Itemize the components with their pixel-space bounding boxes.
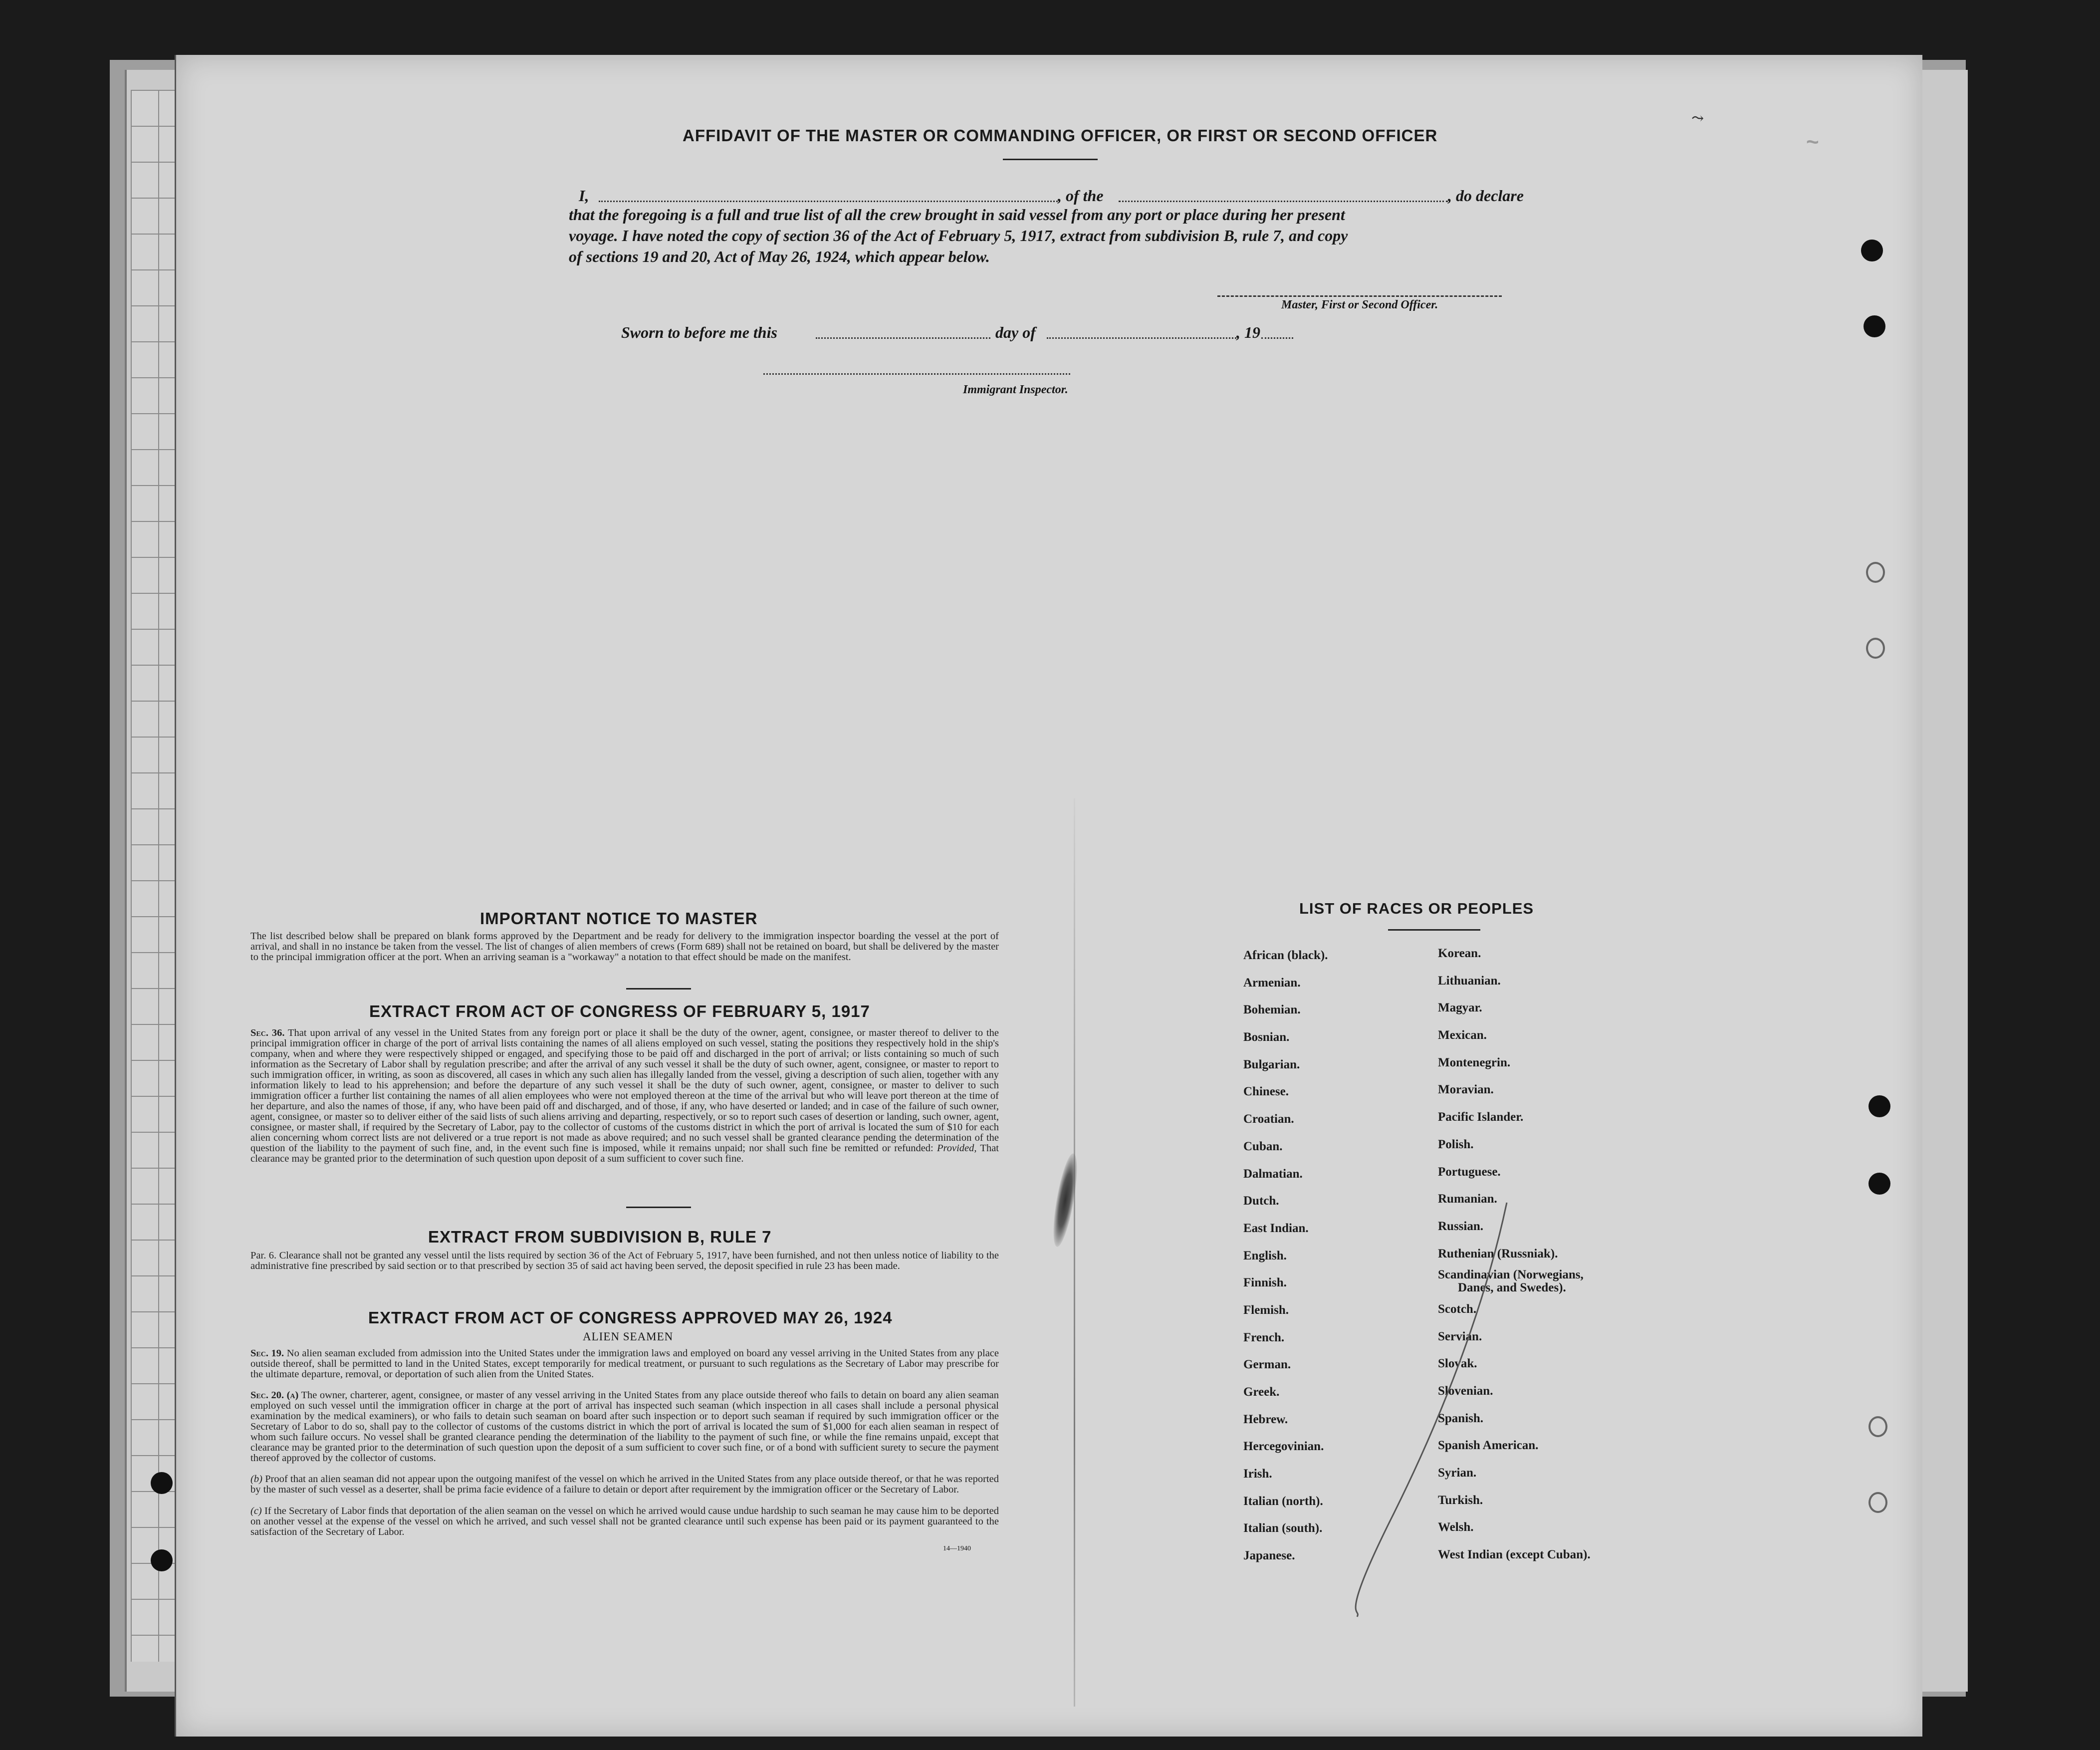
races-title-underline — [1388, 929, 1480, 931]
bleed-through-mark: ~ — [1806, 130, 1821, 154]
race-item: Pacific Islander. — [1438, 1110, 1524, 1124]
page-fold — [1074, 798, 1075, 1707]
section-divider — [626, 1207, 691, 1208]
subdivision-b-title: EXTRACT FROM SUBDIVISION B, RULE 7 — [428, 1228, 772, 1246]
affidavit-line-1: that the foregoing is a full and true list of all the crew brought in said vessel from any port or place during her present — [569, 206, 1345, 224]
section-20b-label: (b) — [250, 1474, 262, 1485]
punch-hole-ring-icon — [1866, 638, 1885, 659]
section-36-body: That upon arrival of any vessel in the United States from any foreign port or place it shall be the duty of the owner, agent, consignee, or master thereof to deliver to the principal immigration officer in charge of the port of arrival lists containing the names of all aliens employed on such vessel, stating the positions they respectively hold in the ship's company, when and where they were respectively shipped or engaged, and specifying those to be paid off and discharged in the port of arrival; or lists containing so much of such information as the Secretary of Labor shall by regulation prescribe; and after the arrival of any such vessel it shall be the duty of such owner, agent, consignee, or master to report to such immigration officer, in writing, as soon as discovered, all cases in which any such alien has illegally landed from the vessel, giving a description of such alien, together with any information likely to lead to his apprehension; and before the departure of any such vessel it shall be the duty of such owner, agent, consignee, or master to deliver to such immigration officer a further list containing the names of all alien employees who were not employed thereon at the time of the arrival but who will leave port thereon at the time of her departure, and also the names of those, if any, who have been paid off and discharged, and of those, if any, who have deserted or landed; and in case of the failure of such owner, agent, consignee, or master so to deliver either of the said lists of such aliens arriving and departing, respectively, or so to report such cases of desertion or landing, such owner, agent, consignee, or master shall, if required by the Secretary of Labor, pay to the collector of customs of the customs district in which the port of arrival is located the sum of $10 for each alien concerning whom correct lists are not delivered or a true report is not made as above required; and no such vessel shall be granted clearance pending the determination of the question of the liability to the payment of such fine, and, in the event such fine is imposed, while it remains unpaid; nor shall such fine be remitted or refunded: — [250, 1027, 999, 1154]
race-item: Russian. — [1438, 1219, 1484, 1233]
race-item: Polish. — [1438, 1137, 1474, 1151]
affidavit-title: AFFIDAVIT OF THE MASTER OR COMMANDING OFFICER, OR FIRST OR SECOND OFFICER — [683, 126, 1438, 145]
form-number: 14—1940 — [943, 1545, 971, 1552]
subdivision-b-text: Par. 6. Clearance shall not be granted any vessel until the lists required by section 36 of the Act of February 5, 1917, have been furnished, and not then unless notice of liability to the administrative fine prescribed by said section or to that prescribed by section 35 of said act having been served, the deposit specified in rule 23 has been made. — [250, 1250, 999, 1271]
race-item: Moravian. — [1438, 1083, 1494, 1097]
notice-text: The list described below shall be prepared on blank forms approved by the Department and be ready for delivery to the immigration inspector boarding the vessel at the port of arrival, and shall in no instance be taken from the vessel. The list of changes of alien members of crews (Form 689) shall not be retained on board, but shall be delivered by the master to the principal immigration officer at the port. When an arriving seaman is a "workaway" a notation to that effect should be made on the manifest. — [250, 931, 999, 963]
race-item-continuation: Danes, and Swedes). — [1458, 1281, 1566, 1295]
vessel-name-field[interactable] — [1119, 201, 1448, 202]
section-19-text — [250, 1348, 999, 1380]
race-item: Irish. — [1243, 1467, 1272, 1481]
race-item: West Indian (except Cuban). — [1438, 1548, 1591, 1562]
punch-hole-icon — [1861, 240, 1883, 261]
race-item: Cuban. — [1243, 1139, 1283, 1153]
do-declare-label: , do declare — [1448, 187, 1524, 205]
race-item: Italian (north). — [1243, 1494, 1323, 1508]
pencil-stroke-mark — [1347, 1198, 1527, 1622]
races-title: LIST OF RACES OR PEOPLES — [1299, 900, 1534, 917]
sworn-month-field[interactable] — [1047, 337, 1236, 339]
section-19-label: Sec. 19. — [250, 1348, 284, 1359]
year-label: , 19 — [1236, 323, 1260, 341]
title-underline — [1003, 159, 1098, 160]
race-item: Greek. — [1243, 1385, 1280, 1399]
of-the-label: , of the — [1058, 187, 1104, 205]
section-36-label: Sec. 36. — [250, 1027, 285, 1038]
punch-hole-icon — [1864, 315, 1885, 337]
inspector-signature-line[interactable] — [763, 373, 1070, 375]
race-item: Japanese. — [1243, 1549, 1295, 1563]
race-item: Armenian. — [1243, 976, 1301, 990]
race-item: Scotch. — [1438, 1302, 1477, 1316]
race-item: African (black). — [1243, 949, 1328, 962]
master-signature-line[interactable] — [1217, 295, 1502, 297]
extract-1924-title: EXTRACT FROM ACT OF CONGRESS APPROVED MAY 26, 1924 — [368, 1308, 893, 1327]
master-name-field[interactable] — [599, 201, 1058, 202]
punch-hole-icon — [1868, 1173, 1890, 1195]
race-item: Bohemian. — [1243, 1003, 1301, 1017]
section-20a-body: The owner, charterer, agent, consignee, or master of any vessel arriving in the United States from any place outside thereof who fails to detain on board any alien seaman employed on such vessel until the immigration officer in charge at the port of arrival has inspected such seaman (which inspection in all cases shall include a personal physical examination by the medical examiners), or who fails to detain such seaman on board after such inspection or to deport such seaman if required by such immigration officer or the Secretary of Labor to do so, shall pay to the collector of customs of the customs district in which the port of arrival is located the sum of $1,000 for each alien seaman in respect of whom such failure occurs. No vessel shall be granted clearance pending the determination of the liability to the payment of such fine, or while the fine remains unpaid, except that clearance may be granted prior to the determination of such question upon the deposit of a sum sufficient to cover such fine, or of a bond with sufficient surety to secure the payment thereof approved by the collector of customs. — [250, 1390, 999, 1464]
race-item: Korean. — [1438, 947, 1481, 960]
race-item: English. — [1243, 1249, 1287, 1262]
provided-body: That clearance may be granted prior to the determination of such question upon deposit of a sum sufficient to cover such fine. — [250, 1143, 999, 1164]
sworn-label: Sworn to before me this — [621, 323, 777, 341]
race-item: Magyar. — [1438, 1001, 1482, 1015]
sworn-day-field[interactable] — [816, 337, 990, 339]
inspector-caption: Immigrant Inspector. — [963, 383, 1068, 396]
race-item: East Indian. — [1243, 1221, 1309, 1235]
race-item: Bosnian. — [1243, 1030, 1290, 1044]
race-item: Hebrew. — [1243, 1412, 1288, 1426]
race-item: Lithuanian. — [1438, 974, 1501, 988]
race-item: Italian (south). — [1243, 1521, 1323, 1535]
races-left-column — [1243, 942, 1328, 1570]
affidavit-i-label: I, — [579, 187, 589, 205]
race-item: Chinese. — [1243, 1085, 1289, 1099]
race-item: German. — [1243, 1358, 1291, 1372]
race-item: Syrian. — [1438, 1466, 1477, 1480]
punch-hole-icon — [1868, 1095, 1890, 1117]
punch-hole-icon — [151, 1549, 173, 1571]
section-20b-body: Proof that an alien seaman did not appear upon the outgoing manifest of the vessel on which he arrived in the United States from any place outside thereof, or that he was reported by the master of such vessel as a deserter, shall be prima facie evidence of a failure to detain or deport after requirement by the immigration officer or the Secretary of Labor. — [250, 1474, 999, 1495]
race-item: Bulgarian. — [1243, 1057, 1300, 1071]
day-of-label: day of — [995, 323, 1036, 341]
section-20a-text — [250, 1390, 999, 1464]
master-signature-caption: Master, First or Second Officer. — [1281, 298, 1438, 311]
punch-hole-ring-icon — [1868, 1492, 1887, 1513]
race-item: Croatian. — [1243, 1112, 1294, 1126]
provided-label: Provided, — [937, 1143, 977, 1154]
race-item: Welsh. — [1438, 1520, 1474, 1534]
punch-hole-ring-icon — [1866, 562, 1885, 583]
section-divider — [626, 988, 691, 990]
race-item: Portuguese. — [1438, 1165, 1501, 1179]
race-item: Ruthenian (Russniak). — [1438, 1247, 1558, 1260]
race-item: Slovenian. — [1438, 1384, 1493, 1398]
section-20c-label: (c) — [250, 1505, 262, 1516]
race-item-line: Scandinavian (Norwegians, — [1438, 1268, 1584, 1282]
race-item: Servian. — [1438, 1329, 1482, 1343]
race-item: Dalmatian. — [1243, 1167, 1303, 1181]
race-item: Flemish. — [1243, 1303, 1289, 1317]
extract-1917-title: EXTRACT FROM ACT OF CONGRESS OF FEBRUARY 5, 1917 — [369, 1002, 870, 1020]
section-20b-text — [250, 1474, 999, 1495]
race-item: Finnish. — [1243, 1276, 1287, 1290]
punch-hole-icon — [151, 1472, 173, 1494]
section-20c-body: If the Secretary of Labor finds that deportation of the alien seaman on the vessel on which he arrived would cause undue hardship to such seaman he may cause him to be deported on another vessel at the expense of the vessel on which he arrived, and such vessel shall not be granted clearance until such expense has been paid or its payment guaranteed to the satisfaction of the Secretary of Labor. — [250, 1505, 999, 1537]
race-item: Montenegrin. — [1438, 1055, 1511, 1069]
race-item: French. — [1243, 1330, 1285, 1344]
section-20c-text — [250, 1506, 999, 1537]
extract-1917-text — [250, 1028, 999, 1164]
section-19-body: No alien seaman excluded from admission into the United States under the immigration laws and employed on board any vessel arriving in the United States from any place outside thereof, shall be permitted to land in the United States, except temporarily for medical treatment, or pursuant to such regulations as the Secretary of Labor may prescribe for the ultimate departure, removal, or deportation of such alien from the United States. — [250, 1348, 999, 1380]
race-item: Rumanian. — [1438, 1192, 1497, 1206]
sworn-year-field[interactable] — [1261, 337, 1293, 339]
race-item: Spanish American. — [1438, 1439, 1539, 1453]
race-item: Spanish. — [1438, 1411, 1484, 1425]
notice-title: IMPORTANT NOTICE TO MASTER — [480, 909, 758, 928]
race-item: Turkish. — [1438, 1493, 1483, 1507]
affidavit-line-2: voyage. I have noted the copy of section 36 of the Act of February 5, 1917, extract from subdivision B, rule 7, and copy — [569, 227, 1348, 245]
race-item: Slovak. — [1438, 1357, 1477, 1371]
race-item: Dutch. — [1243, 1194, 1279, 1208]
alien-seamen-subtitle: ALIEN SEAMEN — [583, 1330, 674, 1343]
affidavit-line-3: of sections 19 and 20, Act of May 26, 1924, which appear below. — [569, 248, 990, 265]
section-20a-label: Sec. 20. (a) — [250, 1390, 299, 1401]
pen-scribble-mark: ⤳ — [1691, 110, 1704, 127]
race-item: Mexican. — [1438, 1028, 1487, 1042]
race-item: Hercegovinian. — [1243, 1440, 1324, 1454]
punch-hole-ring-icon — [1868, 1416, 1887, 1437]
